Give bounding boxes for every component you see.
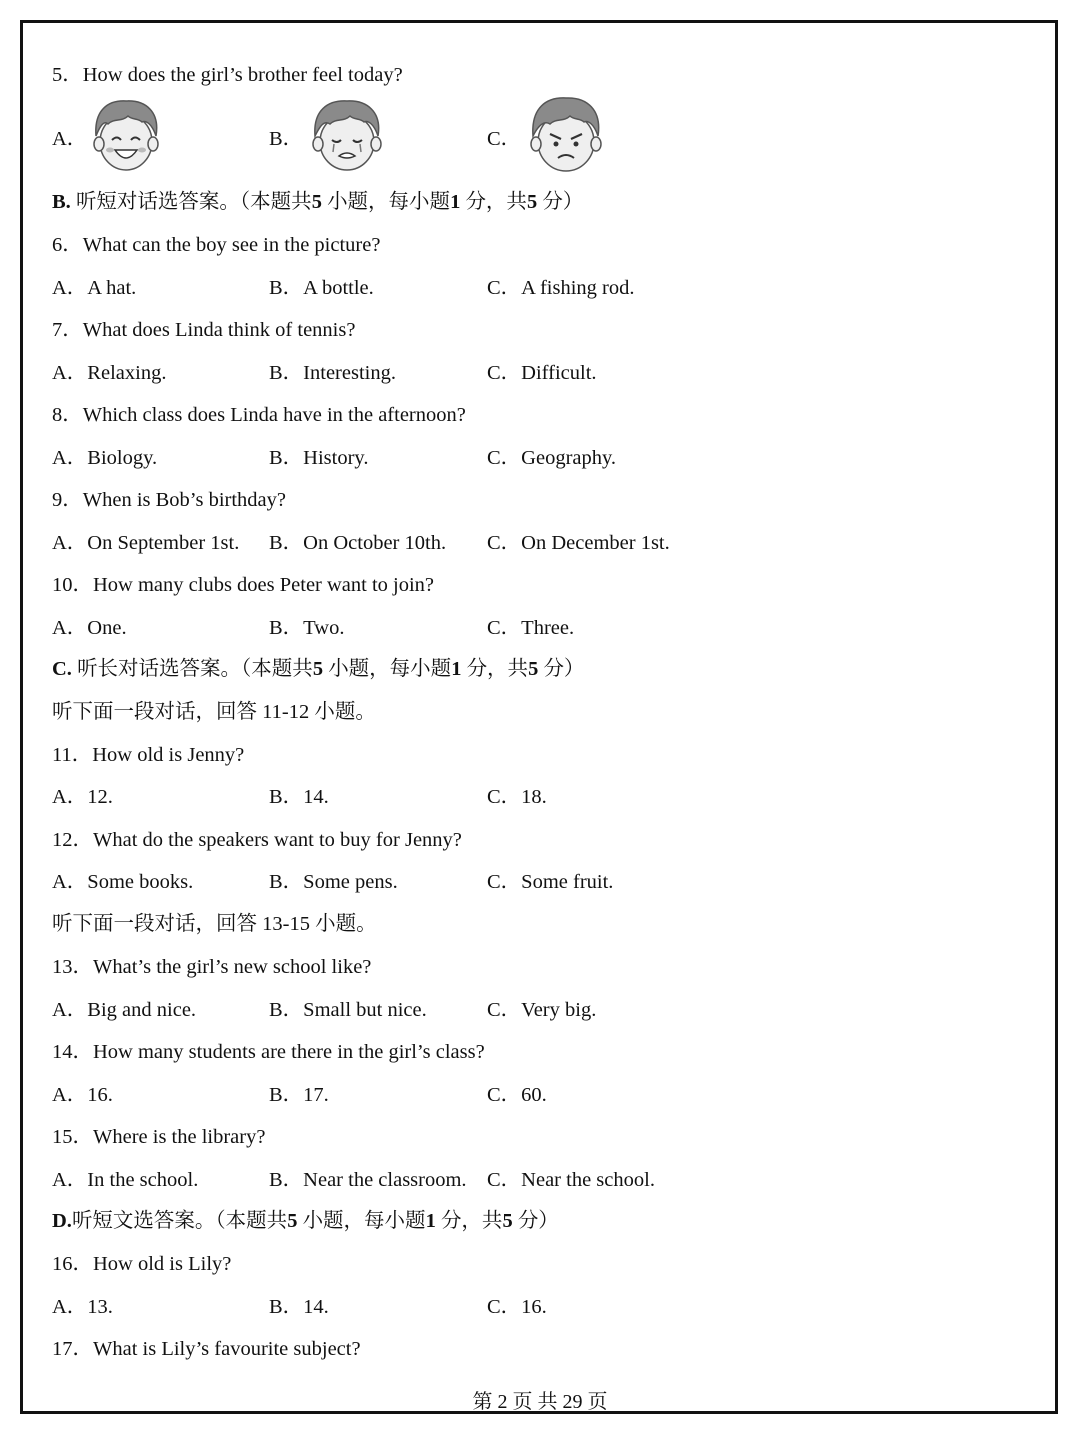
q6-option-c: C．A fishing rod. bbox=[487, 277, 635, 299]
q15-option-b: B．Near the classroom. bbox=[269, 1169, 467, 1191]
question-17: 17．What is Lily’s favourite subject? bbox=[52, 1338, 361, 1360]
question-11: 11．How old is Jenny? bbox=[52, 744, 245, 766]
q5-option-c-label: C． bbox=[487, 128, 522, 150]
question-8: 8．Which class does Linda have in the afternoon? bbox=[52, 404, 466, 426]
q11-option-a: A．12. bbox=[52, 786, 113, 808]
q16-option-c: C．16. bbox=[487, 1296, 547, 1318]
question-13: 13．What’s the girl’s new school like? bbox=[52, 956, 372, 978]
q8-option-a: A．Biology. bbox=[52, 447, 158, 469]
q11-option-c: C．18. bbox=[487, 786, 547, 808]
q10-option-b: B．Two. bbox=[269, 617, 345, 639]
q14-option-a: A．16. bbox=[52, 1084, 113, 1106]
q9-option-a: A．On September 1st. bbox=[52, 532, 240, 554]
q12-option-b: B．Some pens. bbox=[269, 871, 398, 893]
q9-option-b: B．On October 10th. bbox=[269, 532, 447, 554]
q7-option-c: C．Difficult. bbox=[487, 362, 597, 384]
q7-option-a: A．Relaxing. bbox=[52, 362, 167, 384]
q8-option-c: C．Geography. bbox=[487, 447, 617, 469]
q13-option-a: A．Big and nice. bbox=[52, 999, 197, 1021]
question-16: 16．How old is Lily? bbox=[52, 1253, 232, 1275]
question-10: 10．How many clubs does Peter want to join? bbox=[52, 574, 435, 596]
crying-boy-face-icon bbox=[306, 96, 388, 176]
question-14: 14．How many students are there in the girl’s class? bbox=[52, 1041, 485, 1063]
q14-option-c: C．60. bbox=[487, 1084, 547, 1106]
q15-option-c: C．Near the school. bbox=[487, 1169, 655, 1191]
question-5: 5．How does the girl’s brother feel today? bbox=[52, 64, 403, 86]
question-15: 15．Where is the library? bbox=[52, 1126, 266, 1148]
question-12: 12．What do the speakers want to buy for Jenny? bbox=[52, 829, 462, 851]
instruction-13-15: 听下面一段对话，回答 13-15 小题。 bbox=[52, 913, 377, 935]
q6-option-b: B．A bottle. bbox=[269, 277, 374, 299]
q12-option-a: A．Some books. bbox=[52, 871, 194, 893]
q5-option-a-label: A． bbox=[52, 128, 88, 150]
angry-boy-face-icon bbox=[524, 94, 608, 176]
q10-option-a: A．One. bbox=[52, 617, 127, 639]
q11-option-b: B．14. bbox=[269, 786, 329, 808]
question-7: 7．What does Linda think of tennis? bbox=[52, 319, 356, 341]
question-9: 9．When is Bob’s birthday? bbox=[52, 489, 287, 511]
section-c-header: C. 听长对话选答案。（本题共5 小题，每小题1 分，共5 分） bbox=[52, 658, 585, 680]
q8-option-b: B．History. bbox=[269, 447, 369, 469]
q10-option-c: C．Three. bbox=[487, 617, 575, 639]
q16-option-a: A．13. bbox=[52, 1296, 113, 1318]
q13-option-c: C．Very big. bbox=[487, 999, 597, 1021]
instruction-11-12: 听下面一段对话，回答 11-12 小题。 bbox=[52, 701, 376, 723]
q6-option-a: A．A hat. bbox=[52, 277, 137, 299]
q15-option-a: A．In the school. bbox=[52, 1169, 199, 1191]
section-d-header: D.听短文选答案。（本题共5 小题，每小题1 分，共5 分） bbox=[52, 1210, 559, 1232]
q5-option-b-label: B． bbox=[269, 128, 304, 150]
laughing-boy-face-icon bbox=[88, 96, 164, 176]
page-footer: 第 2 页 共 29 页 bbox=[472, 1391, 608, 1413]
q13-option-b: B．Small but nice. bbox=[269, 999, 427, 1021]
q16-option-b: B．14. bbox=[269, 1296, 329, 1318]
q9-option-c: C．On December 1st. bbox=[487, 532, 670, 554]
q14-option-b: B．17. bbox=[269, 1084, 329, 1106]
section-b-header: B. 听短对话选答案。（本题共5 小题，每小题1 分，共5 分） bbox=[52, 191, 584, 213]
q12-option-c: C．Some fruit. bbox=[487, 871, 614, 893]
question-6: 6．What can the boy see in the picture? bbox=[52, 234, 381, 256]
q7-option-b: B．Interesting. bbox=[269, 362, 396, 384]
